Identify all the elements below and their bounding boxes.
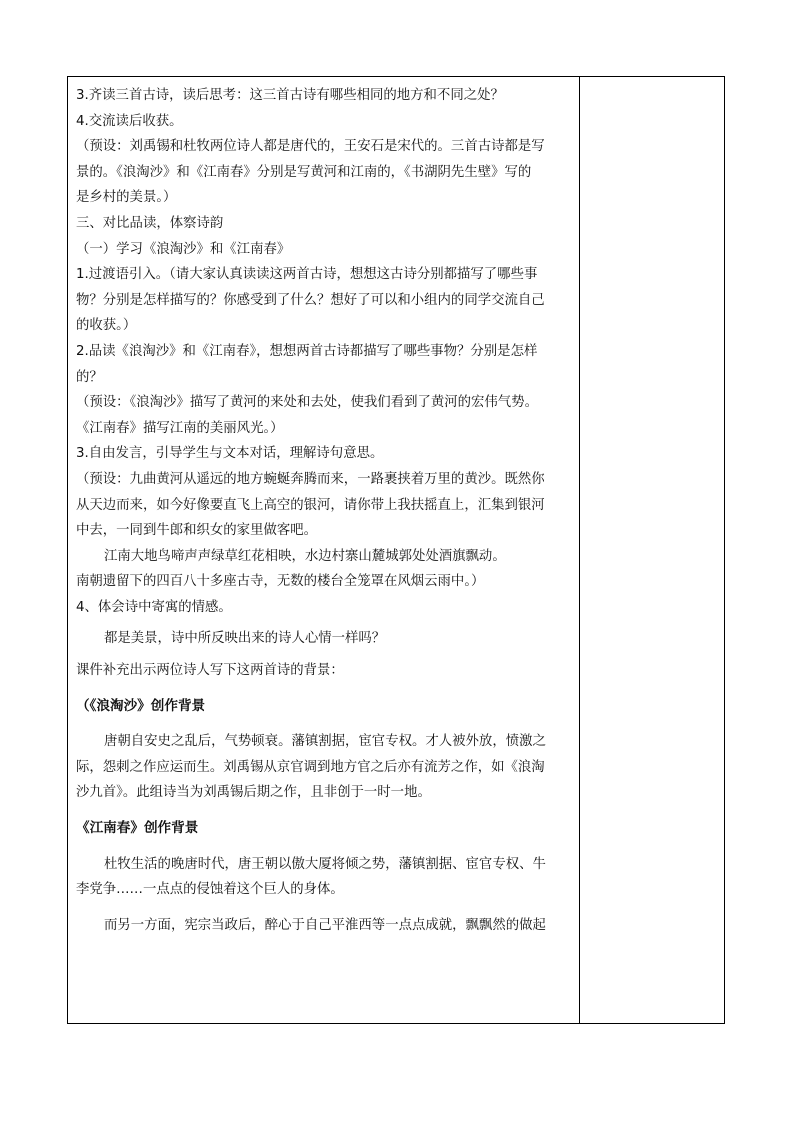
content-cell — [76, 83, 573, 938]
background-heading-langtaosha: （《浪淘沙》创作背景 — [76, 697, 206, 714]
text-line: 3.自由发言，引导学生与文本对话，理解诗句意思。 — [76, 446, 384, 462]
subsection-heading: （一）学习《浪淘沙》和《江南春》 — [76, 241, 291, 257]
text-line: 中去，一同到牛郎和织女的家里做客吧。 — [76, 523, 318, 539]
notes-cell — [580, 77, 724, 1023]
text-line: 景的。《浪淘沙》和《江南春》分别是写黄河和江南的，《书湖阴先生壁》写的 — [76, 164, 532, 180]
text-line: 江南大地鸟啼声声绿草红花相映，水边村寨山麓城郭处处酒旗飘动。 — [104, 548, 506, 564]
text-line: 4、体会诗中寄寓的情感。 — [76, 599, 232, 615]
text-line: 3.齐读三首古诗，读后思考：这三首古诗有哪些相同的地方和不同之处？ — [76, 88, 504, 103]
text-line: 2.品读《浪淘沙》和《江南春》，想想两首古诗都描写了哪些事物？分别是怎样 — [76, 343, 538, 359]
text-line: 物？分别是怎样描写的？你感受到了什么？想好了可以和小组内的同学交流自己 — [76, 292, 545, 308]
text-line: （预设：九曲黄河从遥远的地方蜿蜒奔腾而来，一路裹挟着万里的黄沙。既然你 — [76, 471, 545, 487]
text-line: 唐朝自安史之乱后，气势顿衰。藩镇割据，宦官专权。才人被外放，愤激之 — [104, 734, 546, 750]
text-line: 李党争……一点点的侵蚀着这个巨人的身体。 — [76, 882, 344, 898]
text-line: 而另一方面，宪宗当政后，醉心于自己平淮西等一点点成就，飘飘然的做起 — [104, 917, 546, 933]
text-line: 是乡村的美景。） — [76, 190, 177, 206]
text-line: 杜牧生活的晚唐时代，唐王朝以傲大厦将倾之势，藩镇割据、宦官专权、牛 — [104, 856, 546, 872]
text-line: 际，怨刺之作应运而生。刘禹锡从京官调到地方官之后亦有流芳之作，如《浪淘 — [76, 759, 545, 775]
text-line: （预设：《浪淘沙》描写了黄河的来处和去处，使我们看到了黄河的宏伟气势。 — [76, 395, 538, 411]
text-line: 的？ — [76, 369, 103, 385]
text-line: 《江南春》描写江南的美丽风光。） — [76, 420, 284, 436]
text-line: 沙九首》。此组诗当为刘禹锡后期之作，且非创于一时一地。 — [76, 785, 431, 801]
text-line: 的收获。） — [76, 318, 137, 334]
background-heading-jiangnanchun: 《江南春》创作背景 — [76, 820, 199, 837]
text-line: 南朝遗留下的四百八十多座古寺，无数的楼台全笼罩在风烟云雨中。） — [76, 574, 485, 590]
text-line: 4.交流读后收获。 — [76, 113, 183, 129]
lesson-plan-table — [67, 76, 725, 1024]
text-line: （预设：刘禹锡和杜牧两位诗人都是唐代的，王安石是宋代的。三首古诗都是写 — [76, 139, 545, 155]
section-heading: 三、对比品读，体察诗韵 — [76, 215, 224, 231]
text-line: 1.过渡语引入。（请大家认真读读这两首古诗，想想这古诗分别都描写了哪些事 — [76, 267, 538, 283]
text-line: 都是美景，诗中所反映出来的诗人心情一样吗？ — [104, 631, 386, 647]
text-line: 课件补充出示两位诗人写下这两首诗的背景： — [76, 663, 344, 679]
text-line: 从天边而来，如今好像要直飞上高空的银河，请你带上我扶摇直上，汇集到银河 — [76, 497, 545, 513]
